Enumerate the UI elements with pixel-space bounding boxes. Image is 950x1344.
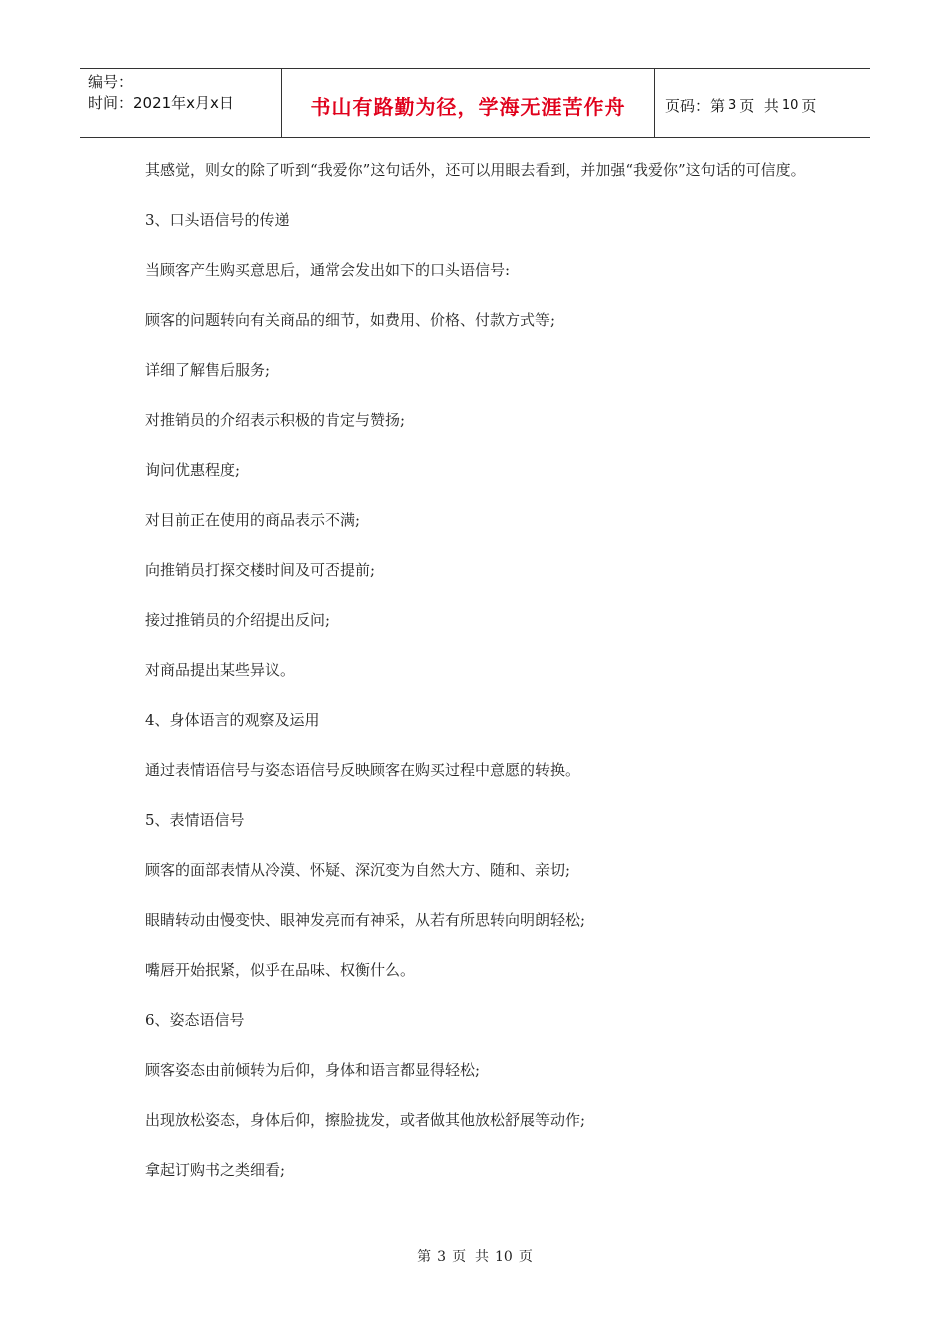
list-item: 顾客的面部表情从冷漠、怀疑、深沉变为自然大方、随和、亲切; bbox=[145, 861, 571, 879]
footer-page-current: 3 bbox=[437, 1249, 447, 1265]
header-page-info bbox=[655, 69, 870, 137]
list-item: 拿起订购书之类细看; bbox=[145, 1161, 286, 1179]
document-body bbox=[145, 158, 815, 1208]
list-item: 对推销员的介绍表示积极的肯定与赞扬; bbox=[145, 411, 406, 429]
header-page-prefix: 页码：第 bbox=[665, 96, 726, 115]
list-item: 出现放松姿态，身体后仰，擦脸拢发，或者做其他放松舒展等动作; bbox=[145, 1111, 586, 1129]
list-item: 顾客的问题转向有关商品的细节，如费用、价格、付款方式等; bbox=[145, 311, 556, 329]
list-item: 向推销员打探交楼时间及可否提前; bbox=[145, 561, 376, 579]
list-item: 询问优惠程度; bbox=[145, 461, 241, 479]
body-paragraph: 通过表情语信号与姿态语信号反映顾客在购买过程中意愿的转换。 bbox=[145, 761, 581, 779]
list-item: 眼睛转动由慢变快、眼神发亮而有神采，从若有所思转向明朗轻松; bbox=[145, 911, 586, 929]
document-time-label: 时间：2021年x月x日 bbox=[88, 94, 234, 112]
section-heading: 4、身体语言的观察及运用 bbox=[145, 711, 320, 729]
body-paragraph: 其感觉，则女的除了听到“我爱你”这句话外，还可以用眼去看到，并加强“我爱你”这句话的可信度。 bbox=[145, 161, 806, 179]
header-motto-cell bbox=[281, 69, 655, 137]
list-item: 对商品提出某些异议。 bbox=[145, 661, 296, 679]
document-number-label: 编号： bbox=[88, 73, 134, 91]
list-item: 顾客姿态由前倾转为后仰，身体和语言都显得轻松; bbox=[145, 1061, 481, 1079]
footer-suffix: 页 bbox=[518, 1249, 533, 1265]
header-page-current: 3 bbox=[728, 97, 737, 113]
page-header bbox=[80, 68, 870, 138]
list-item: 接过推销员的介绍提出反问; bbox=[145, 611, 331, 629]
header-page-suffix: 页 bbox=[801, 96, 817, 115]
header-page-total: 10 bbox=[781, 97, 799, 113]
section-heading: 5、表情语信号 bbox=[145, 811, 245, 829]
header-motto: 书山有路勤为径，学海无涯苦作舟 bbox=[310, 94, 626, 119]
page-footer bbox=[0, 1246, 950, 1266]
list-item: 详细了解售后服务; bbox=[145, 361, 271, 379]
list-item: 对目前正在使用的商品表示不满; bbox=[145, 511, 361, 529]
footer-mid: 页 共 bbox=[452, 1249, 489, 1265]
footer-page-total: 10 bbox=[495, 1249, 513, 1265]
header-meta bbox=[80, 69, 281, 137]
list-item: 嘴唇开始抿紧，似乎在品味、权衡什么。 bbox=[145, 961, 416, 979]
section-heading: 3、口头语信号的传递 bbox=[145, 211, 290, 229]
footer-prefix: 第 bbox=[417, 1249, 432, 1265]
header-page-mid: 页 共 bbox=[739, 96, 779, 115]
body-paragraph: 当顾客产生购买意思后，通常会发出如下的口头语信号: bbox=[145, 261, 511, 279]
section-heading: 6、姿态语信号 bbox=[145, 1011, 245, 1029]
